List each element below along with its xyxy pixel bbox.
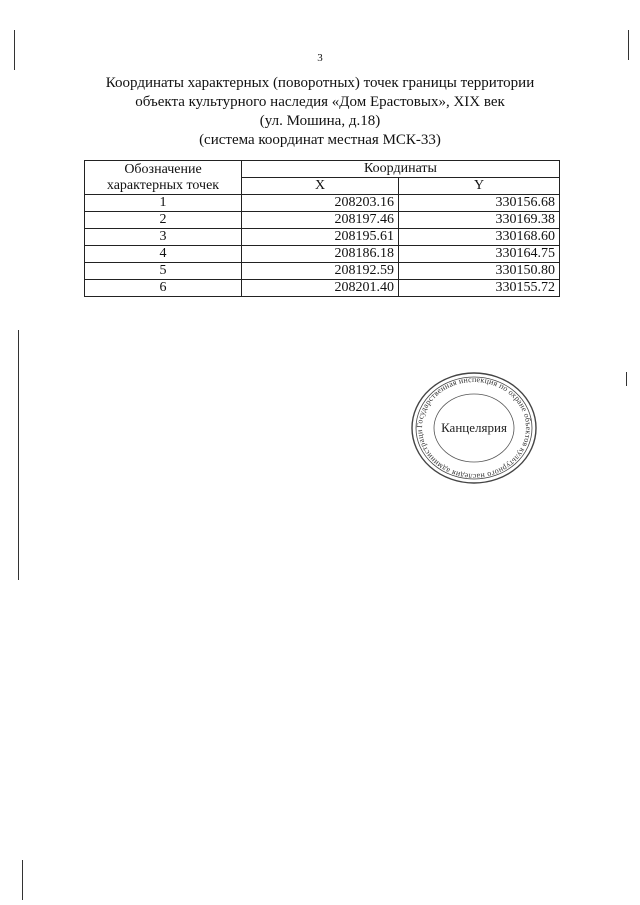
table-row — [85, 246, 560, 263]
point-number: 6 — [85, 280, 242, 297]
table-row — [85, 229, 560, 246]
y-value: 330155.72 — [399, 280, 560, 297]
title-line-1: Координаты характерных (поворотных) точек границы территории — [105, 75, 535, 91]
point-number: 4 — [85, 246, 242, 263]
scan-edge-left-mid — [18, 330, 19, 580]
table-row — [85, 263, 560, 280]
document-title — [40, 74, 600, 150]
scan-edge-left-bottom — [22, 860, 23, 900]
y-value: 330164.75 — [399, 246, 560, 263]
y-value: 330156.68 — [399, 195, 560, 212]
stamp-seal-icon — [404, 368, 544, 488]
x-value: 208201.40 — [242, 280, 399, 297]
coordinates-table — [84, 160, 560, 297]
x-value: 208203.16 — [242, 195, 399, 212]
point-number: 1 — [85, 195, 242, 212]
scan-edge-right-mid — [626, 372, 627, 386]
title-line-4: (система координат местная МСК-33) — [199, 132, 441, 148]
point-number: 2 — [85, 212, 242, 229]
x-value: 208186.18 — [242, 246, 399, 263]
point-number: 3 — [85, 229, 242, 246]
table-row — [85, 280, 560, 297]
table-header-row — [85, 161, 560, 178]
table-row — [85, 212, 560, 229]
scan-edge-left-top — [14, 30, 15, 70]
x-value: 208192.59 — [242, 263, 399, 280]
stamp-center-text: Канцелярия — [441, 420, 507, 435]
table-row — [85, 195, 560, 212]
header-x: X — [242, 178, 399, 195]
y-value: 330169.38 — [399, 212, 560, 229]
x-value: 208195.61 — [242, 229, 399, 246]
stamp-ring-text: Государственная инспекция по охране объектов культурного наследия администраци — [414, 374, 534, 482]
title-line-2: объекта культурного наследия «Дом Ерастовых», XIX век — [135, 94, 505, 110]
point-number: 5 — [85, 263, 242, 280]
header-y: Y — [399, 178, 560, 195]
y-value: 330168.60 — [399, 229, 560, 246]
office-stamp — [404, 368, 544, 488]
header-point-designation: Обозначение характерных точек — [85, 161, 242, 195]
x-value: 208197.46 — [242, 212, 399, 229]
title-line-3: (ул. Мошина, д.18) — [259, 113, 381, 129]
page-number: 3 — [317, 52, 323, 64]
y-value: 330150.80 — [399, 263, 560, 280]
header-coordinates: Координаты — [242, 161, 560, 178]
